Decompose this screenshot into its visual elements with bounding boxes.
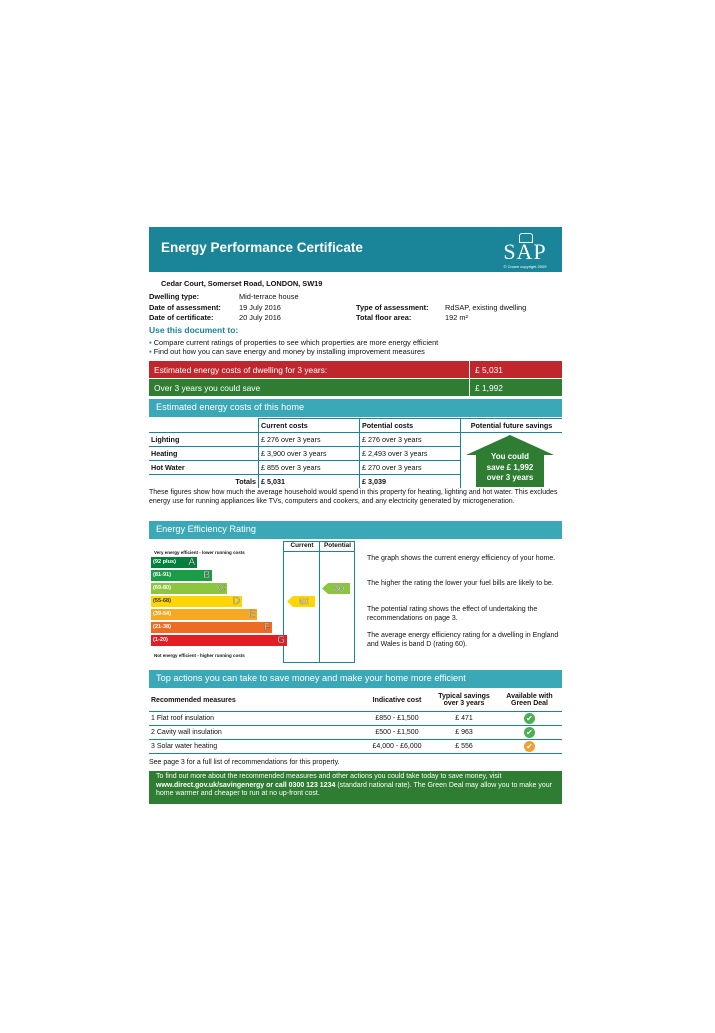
logo-text: SAP — [503, 239, 547, 264]
rating-band-d — [151, 596, 242, 607]
costs-note: These figures show how much the average household would spend in this property for heating, lighting and hot water. This excludes energy use for running appliances like TVs, computers and cookers, and any electricity generated by microgeneration. — [149, 489, 558, 505]
floor-area-value: 192 m² — [445, 313, 469, 322]
rating-description: The graph shows the current energy efficiency of your home. — [367, 555, 556, 562]
col-current: Current — [290, 542, 314, 549]
band-range: (39-54) — [153, 611, 172, 617]
floor-area-label: Total floor area: — [356, 313, 412, 322]
band-letter: A — [188, 557, 195, 568]
band-letter: E — [248, 609, 255, 620]
orange-check-icon: ✔ — [524, 741, 535, 752]
use-doc-title: Use this document to: — [149, 325, 239, 335]
logo-copyright: © Crown copyright 2009 — [503, 264, 547, 269]
crown-icon — [519, 233, 533, 243]
page-title: Energy Performance Certificate — [161, 240, 363, 255]
band-range: (81-91) — [153, 572, 172, 578]
bullet-icon: ▪ — [149, 338, 152, 347]
use-doc-bullet: ▪ Find out how you can save energy and money by installing improvement measures — [149, 347, 425, 356]
table-row: Lighting £ 276 over 3 years £ 276 over 3 years — [149, 433, 562, 447]
table-row: Heating £ 3,900 over 3 years £ 2,493 over 3 years — [149, 447, 562, 461]
col-measures: Recommended measures — [149, 689, 363, 712]
rating-chart — [149, 541, 355, 663]
current-rating-arrow — [287, 596, 315, 607]
header-banner — [149, 227, 562, 272]
potential-rating-arrow — [322, 583, 350, 594]
date-certificate-value: 20 July 2016 — [239, 313, 281, 322]
table-row: 3 Solar water heating £4,000 - £6,000 £ 556 ✔ — [149, 740, 562, 754]
band-range: (92 plus) — [153, 559, 177, 565]
green-check-icon: ✔ — [524, 727, 535, 738]
savings-bar: Over 3 years you could save £ 1,992 — [149, 379, 562, 396]
bullet-icon: ▪ — [149, 347, 152, 356]
info-banner: To find out more about the recommended measures and other actions you could take today to save money, visit www.direct.gov.uk/savingenergy or call 0300 123 1234 (standard national rate). The Green Deal may allow you to make your home warmer and cheaper to run at no up-front cost. — [149, 771, 562, 804]
col-future-savings: Potential future savings — [461, 419, 563, 433]
band-letter: D — [232, 596, 240, 607]
rating-band-b — [151, 570, 212, 581]
table-row: 1 Flat roof insulation £850 - £1,500 £ 471 ✔ — [149, 712, 562, 726]
bottom-caption: Not energy efficient - higher running costs — [154, 653, 245, 658]
band-letter: G — [277, 635, 285, 646]
rating-description: The higher the rating the lower your fuel bills are likely to be. — [367, 580, 554, 587]
col-potential: Potential — [324, 542, 351, 549]
col-potential-costs: Potential costs — [360, 419, 461, 433]
date-assessment-label: Date of assessment: — [149, 303, 221, 312]
savings-arrow-text: You could save £ 1,992 over 3 years — [486, 452, 534, 482]
band-range: (21-38) — [153, 624, 172, 630]
col-cost: Indicative cost — [363, 689, 431, 712]
band-letter: C — [217, 583, 225, 594]
band-range: (1-20) — [153, 637, 168, 643]
table-row: Hot Water £ 855 over 3 years £ 270 over 3 years — [149, 461, 562, 475]
dwelling-type-label: Dwelling type: — [149, 292, 200, 301]
green-check-icon: ✔ — [524, 713, 535, 724]
estimated-cost-bar: Estimated energy costs of dwelling for 3 years: £ 5,031 — [149, 361, 562, 378]
actions-table — [149, 689, 562, 754]
actions-footnote: See page 3 for a full list of recommendations for this property. — [149, 759, 340, 766]
rating-band-e — [151, 609, 257, 620]
date-assessment-value: 19 July 2016 — [239, 303, 281, 312]
section-estimated-costs: Estimated energy costs of this home — [149, 399, 562, 417]
property-address: Cedar Court, Somerset Road, LONDON, SW19 — [161, 279, 323, 288]
rating-band-g — [151, 635, 287, 646]
band-range: (55-68) — [153, 598, 172, 604]
totals-row: Totals £ 5,031 £ 3,039 — [149, 475, 562, 489]
rating-description: The average energy efficiency rating for a dwelling in England and Wales is band D (rating 60). — [367, 632, 559, 648]
table-row: 2 Cavity wall insulation £500 - £1,500 £ 963 ✔ — [149, 726, 562, 740]
info-link[interactable]: www.direct.gov.uk/savingenergy or call 0300 123 1234 — [156, 781, 336, 789]
rating-band-a — [151, 557, 197, 568]
rating-description: The potential rating shows the effect of undertaking the recommendations on page 3. — [367, 606, 538, 622]
top-caption: Very energy efficient - lower running costs — [154, 550, 245, 555]
col-green-deal: Available with Green Deal — [497, 689, 562, 712]
section-efficiency-rating: Energy Efficiency Rating — [149, 521, 562, 539]
band-range: (69-80) — [153, 585, 172, 591]
rating-band-f — [151, 622, 272, 633]
date-certificate-label: Date of certificate: — [149, 313, 214, 322]
col-current-costs: Current costs — [259, 419, 360, 433]
band-letter: B — [203, 570, 210, 581]
type-assessment-label: Type of assessment: — [356, 303, 429, 312]
sap-logo — [500, 233, 550, 269]
col-saving: Typical savings over 3 years — [431, 689, 497, 712]
rating-arrows — [283, 541, 355, 663]
rating-band-c — [151, 583, 227, 594]
svg-text:80: 80 — [333, 583, 345, 594]
type-assessment-value: RdSAP, existing dwelling — [445, 303, 527, 312]
section-top-actions: Top actions you can take to save money and make your home more efficient — [149, 670, 562, 688]
use-doc-bullet: ▪ Compare current ratings of properties to see which properties are more energy efficient — [149, 338, 439, 347]
dwelling-type-value: Mid-terrace house — [239, 292, 299, 301]
svg-text:60: 60 — [298, 596, 310, 607]
band-letter: F — [263, 622, 270, 633]
